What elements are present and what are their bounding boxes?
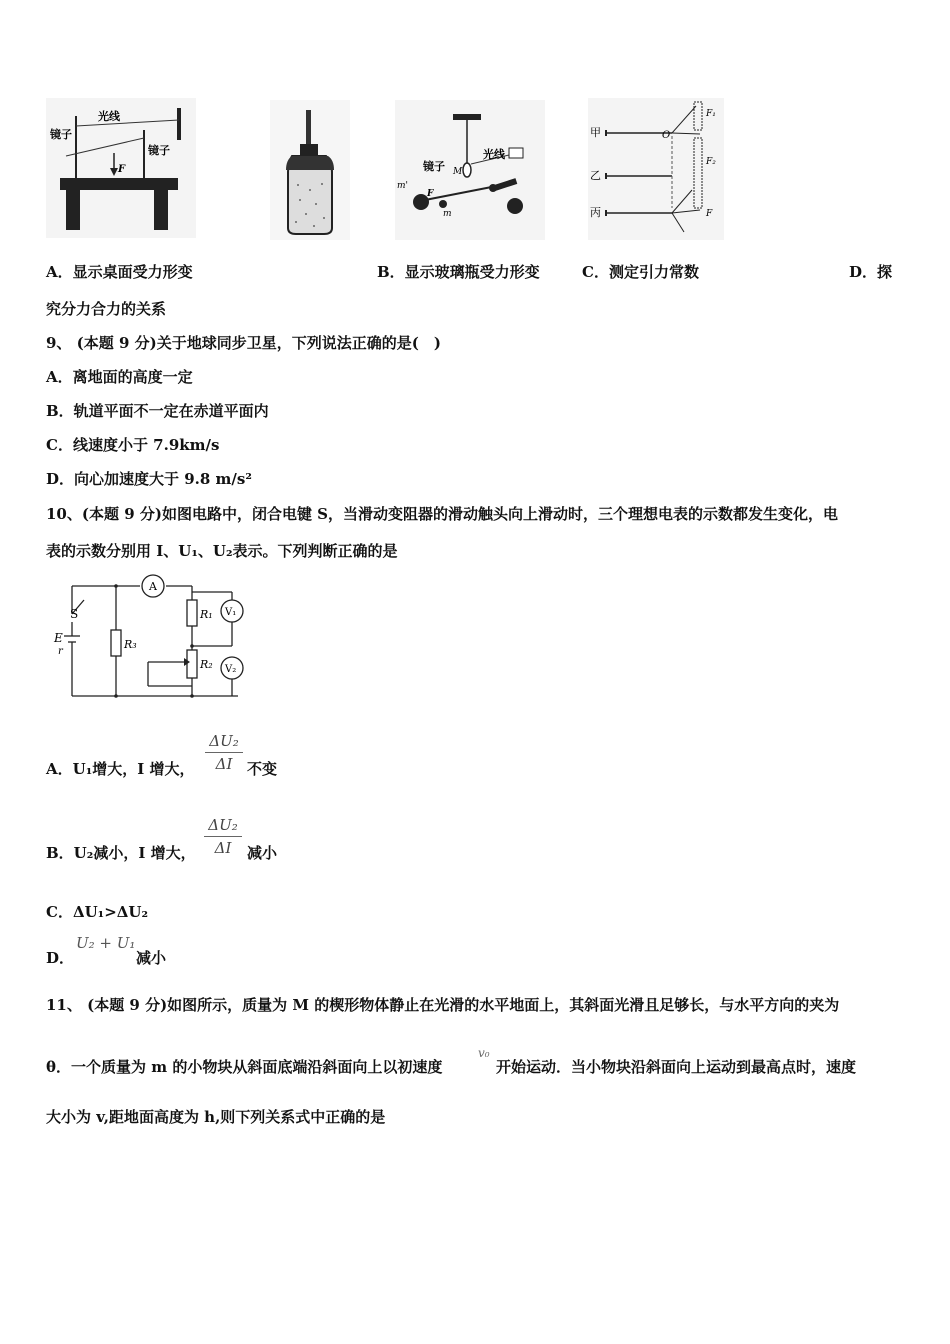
q10-option-d-expression: U₂ + U₁: [76, 934, 136, 952]
label-emf: E: [54, 631, 63, 645]
q11-stem-line-2a: θ．一个质量为 m 的小物块从斜面底端沿斜面向上以初速度: [46, 1058, 443, 1076]
q9-option-d: D．向心加速度大于 9.8 m/s²: [46, 470, 252, 488]
label-r2: R₂: [200, 658, 213, 671]
q9-option-c: C．线速度小于 7.9km/s: [46, 436, 220, 454]
label-m-big: m': [397, 181, 409, 191]
figure-c-torsion-balance: [395, 100, 545, 240]
q10-option-b-tail: 减小: [247, 844, 278, 862]
q8-option-a: A．显示桌面受力形变: [46, 263, 193, 281]
fraction-numerator: ΔU₂: [208, 816, 238, 834]
q10-option-d-label: D．: [46, 949, 75, 967]
q10-circuit-diagram: [50, 572, 260, 700]
figure-d-force-composition: [588, 98, 724, 240]
q8-option-c: C．测定引力常数: [582, 263, 699, 281]
label-ammeter: A: [149, 580, 157, 593]
label-f1: F₁: [706, 109, 716, 119]
q10-option-d-tail: 减小: [136, 949, 167, 967]
fraction-denominator: ΔI: [215, 755, 233, 773]
label-f2: F₂: [706, 157, 716, 167]
label-light: 光线: [98, 110, 120, 123]
label-mirror-2: 镜子: [148, 144, 170, 157]
label-row-2: 乙: [590, 169, 601, 182]
label-switch: S: [70, 607, 79, 621]
q8-option-d-continued: 究分力合力的关系: [46, 300, 167, 318]
label-m-small: m: [443, 209, 452, 219]
label-r1: R₁: [200, 608, 213, 621]
q10-stem-line-1: 10、(本题 9 分)如图电路中，闭合电键 S，当滑动变阻器的滑动触头向上滑动时，三个理想电表的示数都发生变化，电: [46, 505, 839, 523]
label-v2: V₂: [225, 664, 237, 675]
q10-stem-line-2: 表的示数分别用 I、U₁、U₂表示。下列判断正确的是: [46, 542, 398, 560]
fraction-numerator: ΔU₂: [209, 732, 239, 750]
label-r3: R₃: [124, 638, 137, 651]
q10-option-a-fraction: [205, 732, 243, 773]
label-row-3: 丙: [590, 206, 601, 219]
label-internal-r: r: [58, 646, 63, 657]
q11-v0-symbol: v₀: [478, 1046, 490, 1060]
label-o: O: [662, 130, 671, 141]
q8-option-d: D．探: [849, 263, 893, 281]
figure-a-desk-mirror: [46, 98, 196, 238]
q9-stem: 9、 (本题 9 分)关于地球同步卫星，下列说法正确的是( ): [46, 334, 441, 352]
label-mirror: 镜子: [423, 160, 445, 173]
q11-stem-line-2b: 开始运动．当小物块沿斜面向上运动到最高点时，速度: [496, 1058, 857, 1076]
q9-option-a: A．离地面的高度一定: [46, 368, 193, 386]
label-row-1: 甲: [590, 126, 601, 139]
label-force: F: [118, 164, 126, 175]
q8-option-b: B．显示玻璃瓶受力形变: [377, 263, 540, 281]
label-v1: V₁: [225, 607, 237, 618]
q10-option-b: B．U₂减小，I 增大，: [46, 844, 196, 862]
q11-stem-line-1: 11、 (本题 9 分)如图所示，质量为 M 的楔形物体静止在光滑的水平地面上，其斜面光滑且足够长，与水平方向的夹为: [46, 996, 840, 1014]
q10-option-a: A．U₁增大，I 增大，: [46, 760, 195, 778]
label-m-upper: M: [453, 167, 463, 177]
fraction-denominator: ΔI: [214, 839, 232, 857]
label-mirror-1: 镜子: [50, 128, 72, 141]
q10-option-a-tail: 不变: [247, 760, 278, 778]
label-force: F: [427, 189, 434, 199]
q10-option-b-fraction: [204, 816, 242, 857]
q10-option-c: C．ΔU₁>ΔU₂: [46, 903, 149, 921]
q9-option-b: B．轨道平面不一定在赤道平面内: [46, 402, 269, 420]
label-f: F: [706, 209, 713, 219]
figure-b-glass-bottle: [270, 100, 350, 240]
label-light: 光线: [483, 148, 505, 161]
q11-stem-line-3: 大小为 v,距地面高度为 h,则下列关系式中正确的是: [46, 1108, 386, 1126]
